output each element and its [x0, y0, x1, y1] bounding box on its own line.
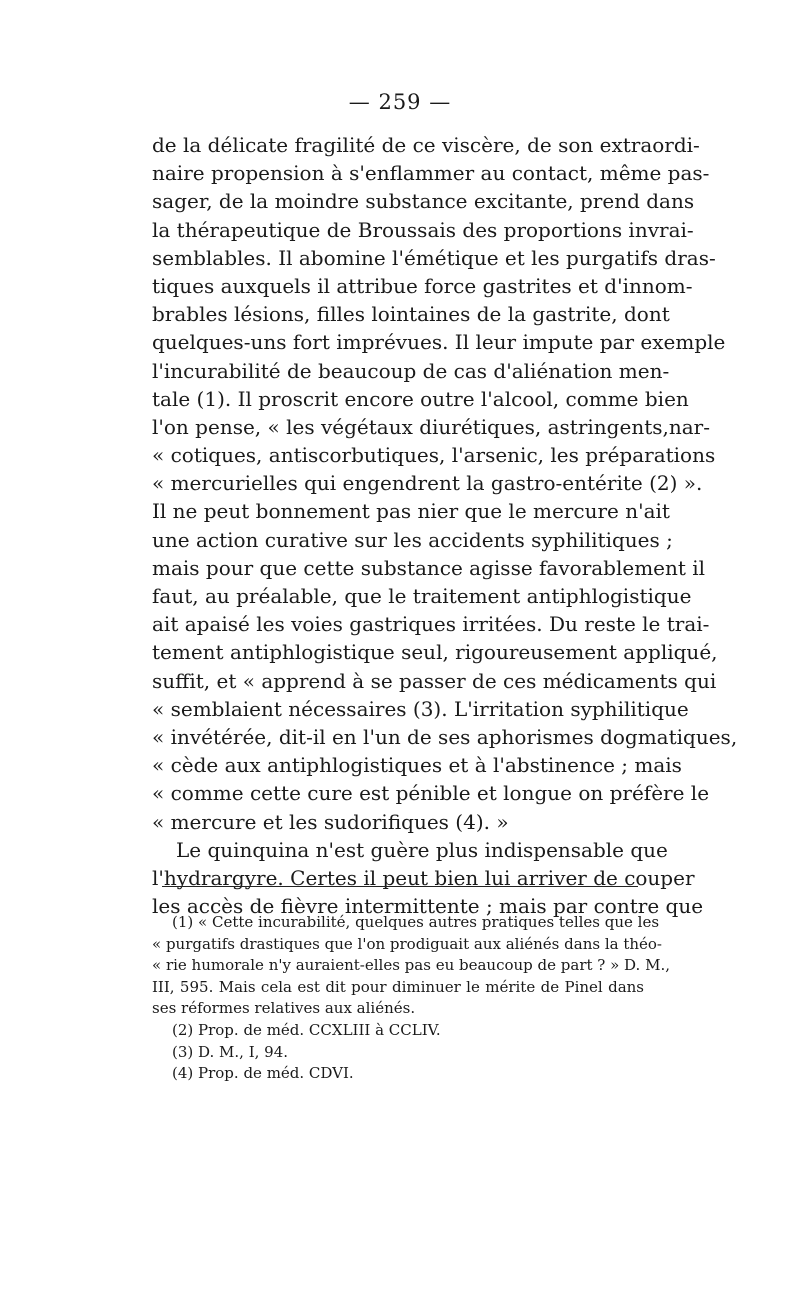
footnote-line: (1) « Cette incurabilité, quelques autres pratiques telles que les [172, 913, 660, 931]
text-line: l'hydrargyre. Certes il peut bien lui arriver de couper [152, 865, 695, 890]
text-line: la thérapeutique de Broussais des proportions invrai- [152, 217, 694, 242]
text-line: ait apaisé les voies gastriques irritées. Du reste le trai- [152, 612, 710, 637]
text-line: naire propension à s'enflammer au contact, même pas- [152, 161, 710, 186]
text-line: l'on pense, « les végétaux diurétiques, astringents,nar- [152, 414, 710, 439]
text-line: « invétérée, dit-il en l'un de ses aphorismes dogmatiques, [152, 724, 738, 749]
text-line: l'incurabilité de beaucoup de cas d'aliénation men- [152, 358, 670, 383]
text-line: Il ne peut bonnement pas nier que le mercure n'ait [152, 499, 670, 524]
footnote-line: III, 595. Mais cela est dit pour diminuer le mérite de Pinel dans [152, 977, 644, 996]
footnote-line: (3) D. M., I, 94. [172, 1042, 289, 1061]
text-line: « comme cette cure est pénible et longue on préfère le [152, 781, 710, 806]
text-line: faut, au préalable, que le traitement antiphlogistique [152, 584, 692, 608]
text-line: une action curative sur les accidents syphilitiques ; [152, 527, 673, 552]
footnote-line: « rie humorale n'y auraient-elles pas eu beaucoup de part ? » D. M., [152, 956, 670, 975]
text-line: mais pour que cette substance agisse favorablement il [152, 555, 706, 580]
text-line: quelques-uns fort imprévues. Il leur impute par exemple [152, 330, 726, 355]
text-line: « cède aux antiphlogistiques et à l'abstinence ; mais [152, 753, 682, 778]
text-line: « mercurielles qui engendrent la gastro-entérite (2) ». [152, 471, 703, 496]
text-line: tale (1). Il proscrit encore outre l'alcool, comme bien [152, 386, 689, 411]
page-number: — 259 — [348, 90, 452, 114]
body-text [152, 131, 738, 920]
footnote-line: (4) Prop. de méd. CDVI. [172, 1064, 354, 1083]
text-line: les accès de fièvre intermittente ; mais par contre que [152, 894, 704, 919]
text-line: « semblaient nécessaires (3). L'irritation syphilitique [152, 696, 689, 721]
text-line: Le quinquina n'est guère plus indispensable que [176, 837, 668, 862]
text-line: tement antiphlogistique seul, rigoureusement appliqué, [152, 640, 718, 665]
text-line: « mercure et les sudorifiques (4). » [152, 809, 509, 834]
text-line: brables lésions, filles lointaines de la gastrite, dont [152, 302, 670, 327]
text-line: suffit, et « apprend à se passer de ces médicaments qui [152, 668, 717, 693]
text-line: de la délicate fragilité de ce viscère, de son extraordi- [152, 133, 700, 157]
text-line: tiques auxquels il attribue force gastrites et d'innom- [152, 273, 693, 298]
text-line: « cotiques, antiscorbutiques, l'arsenic, les préparations [152, 443, 716, 468]
footnote-line: « purgatifs drastiques que l'on prodiguait aux aliénés dans la théo- [152, 934, 662, 953]
footnote-separator [162, 886, 638, 887]
text-line: sager, de la moindre substance excitante, prend dans [152, 189, 695, 214]
footnotes [152, 912, 670, 1085]
text-line: semblables. Il abomine l'émétique et les purgatifs dras- [152, 245, 716, 270]
footnote-line: ses réformes relatives aux aliénés. [152, 999, 416, 1018]
footnote-line: (2) Prop. de méd. CCXLIII à CCLIV. [172, 1020, 441, 1039]
